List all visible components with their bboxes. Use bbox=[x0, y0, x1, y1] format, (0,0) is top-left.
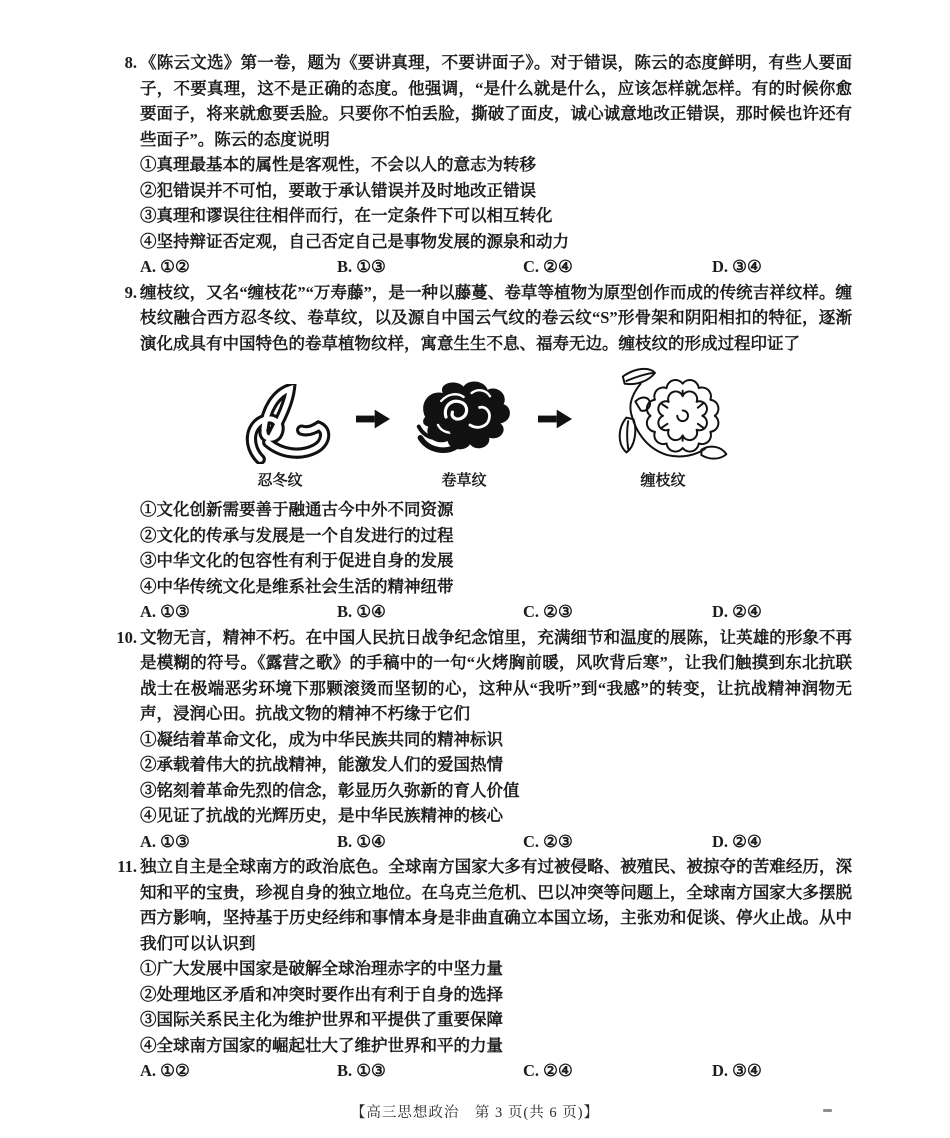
honeysuckle-pattern-icon bbox=[228, 384, 332, 464]
question-stem: 缠枝纹，又名“缠枝花”“万寿藤”，是一种以藤蔓、卷草等植物为原型创作而成的传统吉祥纹样。缠枝纹融合西方忍冬纹、卷草纹，以及源自中国云气纹的卷云纹“S”形骨架和阴阳相扣的特征，逐渐演化成具有中国特色的卷草植物纹样，寓意生生不息、福寿无边。缠枝纹的形成过程印证了 bbox=[140, 282, 852, 353]
question-stem: 独立自主是全球南方的政治底色。全球南方国家大多有过被侵略、被殖民、被掠夺的苦难经历，深知和平的宝贵，珍视自身的独立地位。在乌克兰危机、巴以冲突等问题上，全球南方国家大多摆脱西方影响，坚持基于历史经纬和事情本身是非曲直确立本国立场，主张劝和促谈、停火止战。从中我们可以认识到 bbox=[140, 857, 852, 953]
choice-b: B. ①④ bbox=[337, 602, 386, 621]
choice-c: C. ②④ bbox=[523, 257, 573, 276]
option-statement-4: ④见证了抗战的光辉历史，是中华民族精神的核心 bbox=[140, 806, 503, 825]
option-statement-4: ④全球南方国家的崛起壮大了维护世界和平的力量 bbox=[140, 1035, 503, 1055]
question-9 bbox=[124, 280, 852, 625]
figure-item-scroll-grass bbox=[414, 370, 514, 491]
choice-b: B. ①③ bbox=[337, 257, 386, 276]
choice-a: A. ①② bbox=[140, 257, 190, 276]
option-statement-3: ③中华文化的包容性有利于促进自身的发展 bbox=[140, 551, 454, 570]
choice-d: D. ③④ bbox=[712, 257, 762, 276]
choice-d: D. ②④ bbox=[712, 602, 762, 621]
figure-label: 卷草纹 bbox=[441, 473, 487, 489]
question-11 bbox=[117, 854, 852, 1084]
question-10 bbox=[116, 625, 852, 855]
page-footer: 【高三思想政治 第 3 页(共 6 页)】 bbox=[350, 1105, 600, 1121]
option-statement-2: ②文化的传承与发展是一个自发进行的过程 bbox=[140, 525, 454, 545]
scan-artifact-mark bbox=[823, 1109, 832, 1112]
choice-c: C. ②④ bbox=[523, 1061, 573, 1080]
choice-c: C. ②③ bbox=[523, 831, 573, 851]
question-stem: 文物无言，精神不朽。在中国人民抗日战争纪念馆里，充满细节和温度的展陈，让英雄的形象不再是模糊的符号。《露营之歌》的手稿中的一句“火烤胸前暖，风吹背后寒”，让我们触摸到东北抗联战士在极端恶劣环境下那颗滚烫而坚韧的心，这种从“我听”到“我感”的转变，让抗战精神润物无声，浸润心田。抗战文物的精神不朽缘于它们 bbox=[140, 627, 852, 723]
question-stem: 《陈云文选》第一卷，题为《要讲真理，不要讲面子》。对于错误，陈云的态度鲜明，有些人要面子，不要真理，这不是正确的态度。他强调，“是什么就是什么，应该怎样就怎样。有的时候你愈要面子，将来就愈要丢脸。只要你不怕丢脸，撕破了面皮，诚心诚意地改正错误，那时候也许还有些面子”。陈云的态度说明 bbox=[140, 53, 852, 149]
choice-c: C. ②③ bbox=[523, 602, 573, 621]
arrow-right-icon bbox=[356, 407, 390, 431]
choice-row bbox=[140, 599, 852, 625]
option-statement-1: ①真理最基本的属性是客观性，不会以人的意志为转移 bbox=[140, 155, 536, 174]
pattern-evolution-figure bbox=[228, 364, 852, 491]
question-8 bbox=[124, 50, 852, 280]
option-statement-4: ④坚持辩证否定观，自己否定自己是事物发展的源泉和动力 bbox=[140, 231, 569, 251]
choice-a: A. ①③ bbox=[140, 831, 190, 851]
choice-row bbox=[140, 1058, 852, 1084]
option-statement-1: ①凝结着革命文化，成为中华民族共同的精神标识 bbox=[140, 729, 503, 749]
figure-item-twining-branch bbox=[596, 364, 730, 491]
option-statement-2: ②承载着伟大的抗战精神，能激发人们的爱国热情 bbox=[140, 755, 503, 774]
scroll-grass-pattern-icon bbox=[414, 370, 514, 464]
question-number: 11. bbox=[117, 857, 137, 876]
question-number: 8. bbox=[124, 53, 137, 72]
twining-branch-pattern-icon bbox=[596, 364, 730, 464]
choice-d: D. ②④ bbox=[712, 831, 762, 851]
arrow-right-icon bbox=[538, 407, 572, 431]
choice-row bbox=[140, 829, 852, 855]
figure-item-honeysuckle bbox=[228, 384, 332, 491]
choice-b: B. ①④ bbox=[337, 831, 386, 851]
question-number: 9. bbox=[124, 282, 137, 302]
option-statement-3: ③真理和谬误往往相伴而行，在一定条件下可以相互转化 bbox=[140, 206, 553, 225]
figure-label: 缠枝纹 bbox=[640, 473, 686, 489]
option-statement-1: ①文化创新需要善于融通古今中外不同资源 bbox=[140, 500, 454, 519]
option-statement-2: ②犯错误并不可怕，要敢于承认错误并及时地改正错误 bbox=[140, 180, 536, 200]
figure-label: 忍冬纹 bbox=[257, 473, 303, 489]
choice-a: A. ①③ bbox=[140, 602, 190, 621]
exam-content bbox=[116, 50, 852, 1084]
option-statement-2: ②处理地区矛盾和冲突时要作出有利于自身的选择 bbox=[140, 984, 503, 1004]
option-statement-1: ①广大发展中国家是破解全球治理赤字的中坚力量 bbox=[140, 959, 503, 978]
option-statement-3: ③国际关系民主化为维护世界和平提供了重要保障 bbox=[140, 1010, 503, 1029]
choice-b: B. ①③ bbox=[337, 1061, 386, 1080]
option-statement-3: ③铭刻着革命先烈的信念，彰显历久弥新的育人价值 bbox=[140, 780, 520, 800]
choice-row bbox=[140, 254, 852, 280]
question-number: 10. bbox=[116, 627, 137, 647]
choice-a: A. ①② bbox=[140, 1061, 190, 1080]
choice-d: D. ③④ bbox=[712, 1061, 762, 1080]
option-statement-4: ④中华传统文化是维系社会生活的精神纽带 bbox=[140, 576, 454, 596]
